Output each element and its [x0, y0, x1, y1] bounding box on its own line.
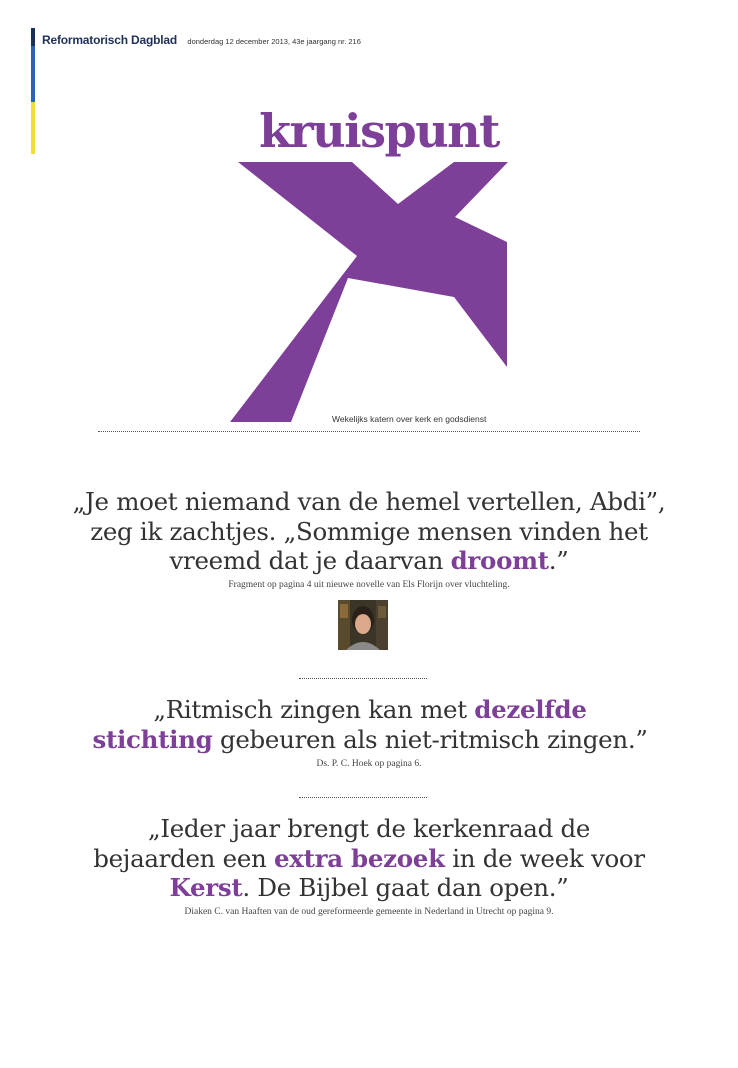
quote-2-text-end: gebeuren als niet-ritmisch zingen.”	[212, 724, 648, 754]
quote-1-credit: Fragment op pagina 4 uit nieuwe novelle van Els Florijn over vluchteling.	[228, 580, 510, 590]
quote-3-text-mid: in de week voor	[444, 843, 645, 873]
quote-3	[88, 814, 650, 903]
quote-1-text-end: .”	[548, 546, 569, 575]
author-portrait-photo	[338, 600, 388, 650]
quote-1-highlight: droomt	[450, 546, 549, 575]
quote-3-credit: Diaken C. van Haaften van de oud gereformeerde gemeente in Nederland in Utrecht op pagina 9.	[184, 907, 554, 917]
color-bar-blue	[31, 46, 35, 102]
quote-3-text-end: . De Bijbel gaat dan open.”	[242, 873, 569, 902]
quote-2-credit: Ds. P. C. Hoek op pagina 6.	[316, 759, 422, 769]
quote-2	[92, 695, 648, 754]
quote-1	[60, 487, 678, 576]
quote-2-text: „Ritmisch zingen kan met	[153, 695, 475, 724]
quote-2-highlight: dezelfde stichting	[92, 695, 587, 754]
x-cross-shape	[230, 162, 508, 422]
quote-divider-1	[299, 678, 427, 679]
section-divider	[98, 431, 640, 432]
section-logo-word: kruispunt	[259, 104, 499, 158]
section-tagline: Wekelijks katern over kerk en godsdienst	[332, 414, 487, 424]
quote-3-text: „Ieder jaar brengt de kerkenraad de bejaarden een	[93, 814, 591, 873]
quote-1-text: „Je moet niemand van de hemel vertellen, Abdi”, zeg ik zachtjes. „Sommige mensen vinden het vreemd dat je daarvan	[72, 487, 666, 575]
edition-line: donderdag 12 december 2013, 43e jaargang nr. 216	[187, 37, 361, 46]
quote-3-highlight-2: Kerst	[169, 873, 243, 902]
quote-divider-2	[299, 797, 427, 798]
x-cross-icon	[230, 162, 510, 424]
color-bar-navy	[31, 28, 35, 46]
masthead	[42, 31, 361, 49]
newspaper-name: Reformatorisch Dagblad	[42, 33, 177, 47]
quote-3-highlight-1: extra bezoek	[274, 843, 445, 873]
